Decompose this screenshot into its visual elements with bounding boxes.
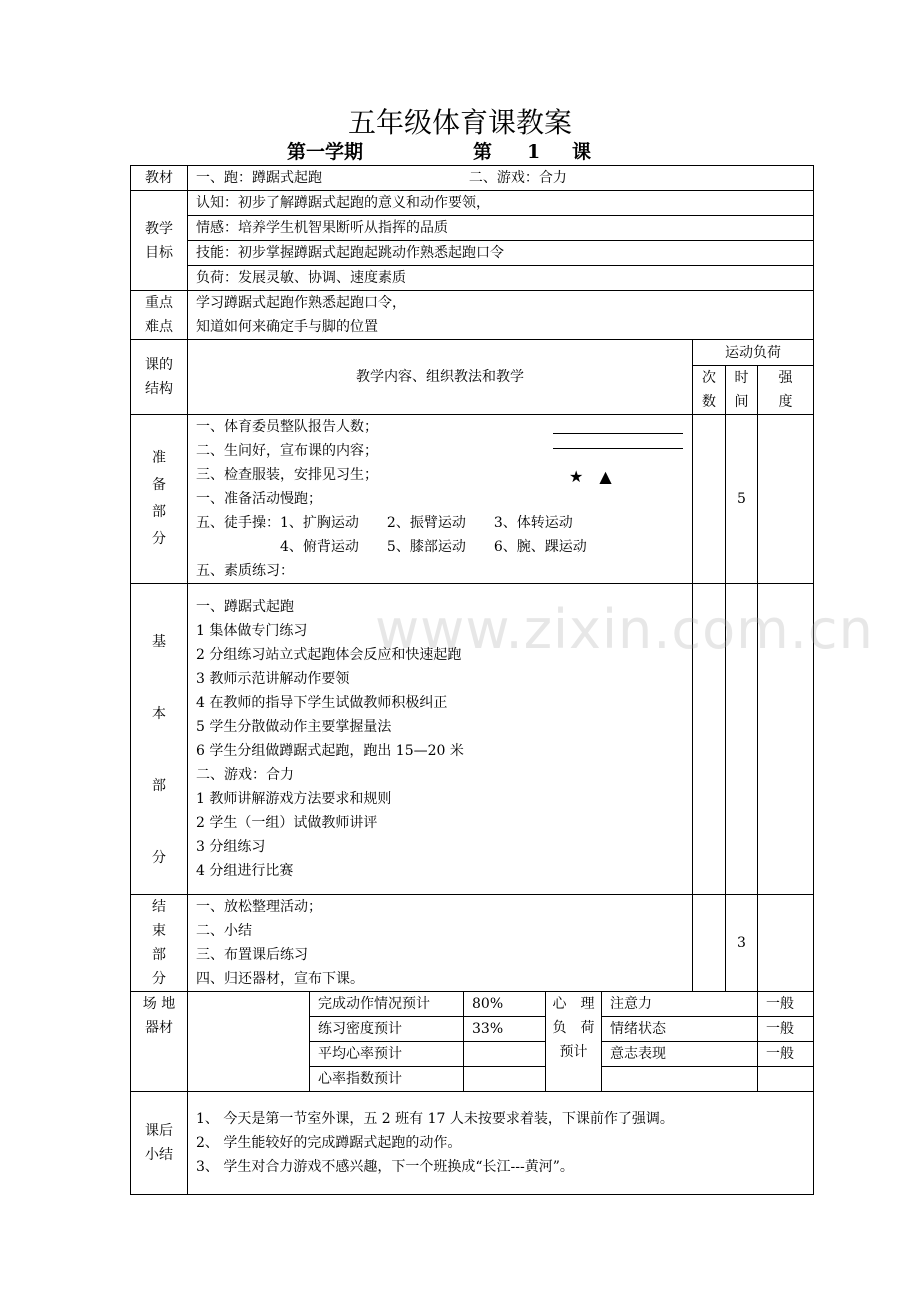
- prediction-value: 80%: [464, 992, 546, 1017]
- ending-line: 四、归还器材，宣布下课。: [196, 971, 364, 987]
- summary-line: 2、 学生能较好的完成蹲踞式起跑的动作。: [196, 1135, 462, 1151]
- psych-label: 心 理 负 荷 预计: [546, 992, 602, 1092]
- psych-name: 情绪状态: [602, 1017, 758, 1042]
- prediction-value: 33%: [464, 1017, 546, 1042]
- basic-count: [693, 584, 726, 895]
- structure-label: 课的 结构: [131, 340, 188, 415]
- venue-row: [131, 992, 814, 1017]
- summary-row: [131, 1092, 814, 1195]
- ending-line: 二、小结: [196, 923, 252, 939]
- basic-line: 5 学生分散做动作主要掌握量法: [196, 719, 392, 735]
- prep-line: 4、俯背运动 5、膝部运动 6、腕、踝运动: [196, 539, 587, 555]
- prediction-value: [464, 1067, 546, 1092]
- summary-line: 1、 今天是第一节室外课，五 2 班有 17 人未按要求着装，下课前作了强调。: [196, 1111, 674, 1127]
- ending-line: 三、布置课后练习: [196, 947, 308, 963]
- basic-strength: [758, 584, 814, 895]
- goal-row: [131, 191, 814, 216]
- lesson-suffix: 课: [572, 141, 592, 163]
- basic-line: 4 分组进行比赛: [196, 863, 294, 879]
- count-header: 次 数: [693, 366, 726, 415]
- prep-line: 一、准备活动慢跑；: [196, 491, 322, 507]
- term-label: 第一学期: [287, 141, 364, 163]
- prep-label: 准 备 部 分: [131, 415, 188, 584]
- basic-content: [188, 584, 693, 895]
- goal-load: 负荷：发展灵敏、协调、速度素质: [188, 266, 814, 291]
- goal-emotion: 情感：培养学生机智果断听从指挥的品质: [188, 216, 814, 241]
- structure-header-row: [131, 340, 814, 366]
- psych-value: 一般: [758, 1017, 814, 1042]
- prep-time: 5: [726, 415, 758, 584]
- basic-line: 二、游戏：合力: [196, 767, 294, 783]
- ending-strength: [758, 895, 814, 992]
- load-header: 运动负荷: [693, 340, 814, 366]
- psych-value: 一般: [758, 992, 814, 1017]
- ending-count: [693, 895, 726, 992]
- basic-line: 1 教师讲解游戏方法要求和规则: [196, 791, 392, 807]
- basic-line: 3 分组练习: [196, 839, 266, 855]
- key-points-label: 重点 难点: [131, 291, 188, 340]
- basic-line: 2 分组练习站立式起跑体会反应和快速起跑: [196, 647, 462, 663]
- strength-header: 强 度: [758, 366, 814, 415]
- watermark: www.zixin.com.cn: [375, 598, 874, 661]
- time-header: 时 间: [726, 366, 758, 415]
- goals-label: 教学 目标: [131, 191, 188, 291]
- document-title: 五年级体育课教案: [347, 106, 572, 139]
- prediction-name: 心率指数预计: [310, 1067, 464, 1092]
- lesson-plan-table: [130, 165, 814, 1195]
- lesson-prefix: 第: [473, 141, 493, 163]
- prep-section-row: [131, 415, 814, 584]
- material-item-run: 一、跑：蹲踞式起跑: [196, 170, 322, 186]
- key-points-content: [188, 291, 814, 340]
- ending-section-row: [131, 895, 814, 992]
- ending-time: 3: [726, 895, 758, 992]
- formation-line-2: [553, 448, 683, 449]
- basic-label: 基 本 部 分: [131, 584, 188, 895]
- prep-line: 二、生问好，宣布课的内容；: [196, 443, 378, 459]
- prep-count: [693, 415, 726, 584]
- goal-skill: 技能：初步掌握蹲踞式起跑起跳动作熟悉起跑口令: [188, 241, 814, 266]
- basic-line: 一、蹲踞式起跑: [196, 599, 294, 615]
- basic-line: 1 集体做专门练习: [196, 623, 308, 639]
- material-item-game: 二、游戏：合力: [468, 170, 567, 186]
- ending-content: [188, 895, 693, 992]
- ending-label: 结 束 部 分: [131, 895, 188, 992]
- ending-line: 一、放松整理活动；: [196, 899, 322, 915]
- psych-value: [758, 1067, 814, 1092]
- basic-line: 4 在教师的指导下学生试做教师积极纠正: [196, 695, 448, 711]
- formation-line-1: [553, 433, 683, 434]
- psych-name: [602, 1067, 758, 1092]
- prep-strength: [758, 415, 814, 584]
- prep-content: [188, 415, 693, 584]
- venue-label: 场 地 器材: [131, 992, 188, 1092]
- key-point-line: 知道如何来确定手与脚的位置: [196, 319, 378, 335]
- key-point-line: 学习蹲踞式起跑作熟悉起跑口令，: [196, 295, 406, 311]
- summary-line: 3、 学生对合力游戏不感兴趣，下一个班换成“长江---黄河”。: [196, 1159, 574, 1175]
- venue-equipment: [188, 992, 310, 1092]
- material-label: 教材: [131, 166, 188, 191]
- lesson-number: 1: [527, 141, 541, 163]
- goal-cognition: 认知：初步了解蹲踞式起跑的意义和动作要领，: [188, 191, 814, 216]
- psych-name: 意志表现: [602, 1042, 758, 1067]
- summary-content: [188, 1092, 814, 1195]
- goal-row: [131, 216, 814, 241]
- goal-row: [131, 241, 814, 266]
- basic-line: 6 学生分组做蹲踞式起跑，跑出 15—20 米: [196, 743, 464, 759]
- material-row: [131, 166, 814, 191]
- key-points-row: [131, 291, 814, 340]
- prediction-name: 完成动作情况预计: [310, 992, 464, 1017]
- content-header: 教学内容、组织教法和教学: [188, 340, 693, 415]
- prep-line: 五、素质练习：: [196, 563, 294, 579]
- goal-row: [131, 266, 814, 291]
- prediction-value: [464, 1042, 546, 1067]
- psych-value: 一般: [758, 1042, 814, 1067]
- prediction-name: 练习密度预计: [310, 1017, 464, 1042]
- basic-line: 3 教师示范讲解动作要领: [196, 671, 350, 687]
- prep-line: 五、徒手操：1、扩胸运动 2、振臂运动 3、体转运动: [196, 515, 573, 531]
- basic-time: [726, 584, 758, 895]
- material-content: [188, 166, 814, 191]
- prep-line: 一、体育委员整队报告人数；: [196, 419, 378, 435]
- basic-section-row: [131, 584, 814, 895]
- formation-symbols: ★ ▲: [569, 467, 612, 486]
- psych-name: 注意力: [602, 992, 758, 1017]
- prep-line: 三、检查服装，安排见习生；: [196, 467, 378, 483]
- basic-line: 2 学生（一组）试做教师讲评: [196, 815, 378, 831]
- summary-label: 课后 小结: [131, 1092, 188, 1195]
- prediction-name: 平均心率预计: [310, 1042, 464, 1067]
